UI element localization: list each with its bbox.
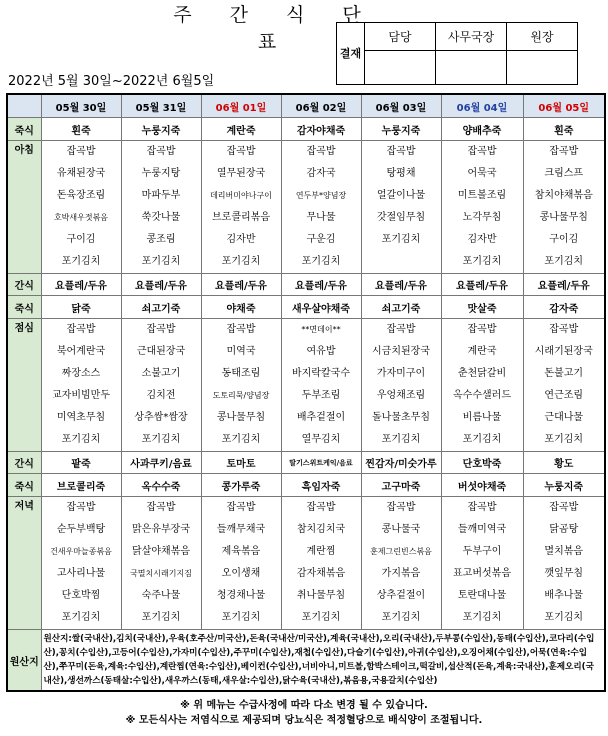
menu-item: 들깨미역국 (457, 524, 507, 535)
menu-item: 포기김치 (141, 256, 181, 267)
lunch-cell (361, 319, 441, 452)
menu-item: 두부조림 (301, 390, 341, 401)
menu-item: 포기김치 (61, 256, 101, 267)
juk-item: 감자야채죽 (281, 118, 361, 141)
notes (0, 698, 608, 728)
menu-item: 잡곡밥 (386, 502, 416, 513)
menu-item: 포기김치 (141, 612, 181, 623)
menu-item: 포기김치 (462, 256, 502, 267)
section-label-lunch: 점심 (7, 319, 41, 452)
approval-sign-head[interactable] (507, 51, 578, 85)
menu-item: 오이생채 (221, 568, 261, 579)
breakfast-cell (361, 141, 441, 274)
menu-item: 호박새우젓볶음 (53, 213, 109, 222)
menu-item: 깻잎무침 (544, 568, 584, 579)
menu-item: 갓절임무침 (376, 212, 426, 223)
menu-item: 포기김치 (544, 256, 584, 267)
breakfast-cell (281, 141, 361, 274)
day-header: 06월 01일 (201, 94, 281, 118)
menu-item: 바지락칼국수 (292, 368, 350, 379)
snack-item: 요플레/두유 (441, 274, 523, 296)
menu-item: 멸치볶음 (544, 546, 584, 557)
day-header: 05월 31일 (121, 94, 201, 118)
menu-item: 잡곡밥 (146, 324, 176, 335)
menu-item: 열무김치 (301, 434, 341, 445)
menu-item: 잡곡밥 (549, 324, 579, 335)
menu-item: 시금치된장국 (372, 346, 430, 357)
juk-item: 맛살죽 (441, 296, 523, 319)
menu-item: 계란찜 (306, 546, 336, 557)
dinner-cell (41, 497, 121, 630)
menu-item: 포기김치 (381, 612, 421, 623)
menu-item: 가지볶음 (381, 568, 421, 579)
menu-item: 김자반 (467, 234, 497, 245)
menu-item: 포기김치 (61, 434, 101, 445)
menu-item: 비름나물 (462, 412, 502, 423)
snack-item: 요플레/두유 (361, 274, 441, 296)
menu-item: 시래기된장국 (534, 346, 593, 357)
snack-item: 황도 (523, 452, 605, 474)
juk-item: 버섯야채죽 (441, 474, 523, 497)
menu-item: 포기김치 (221, 256, 261, 267)
dinner-cell (201, 497, 281, 630)
menu-item: 제육볶음 (221, 546, 261, 557)
weekly-menu-table (6, 93, 606, 692)
dinner-cell (281, 497, 361, 630)
menu-item: 열무된장국 (216, 168, 266, 179)
snack-item: 요플레/두유 (523, 274, 605, 296)
menu-item: 잡곡밥 (146, 146, 176, 157)
menu-item: 브로콜리볶음 (212, 212, 270, 223)
menu-item: 잡곡밥 (66, 502, 96, 513)
dinner-cell (441, 497, 523, 630)
section-label-dinner: 저녁 (7, 497, 41, 630)
lunch-cell (523, 319, 605, 452)
section-label-juk: 죽식 (7, 296, 41, 319)
juk-item: 쇠고기죽 (361, 296, 441, 319)
menu-item: 건새우마늘종볶음 (50, 547, 112, 556)
juk-item: 고구마죽 (361, 474, 441, 497)
menu-item: 돈육장조림 (56, 190, 106, 201)
menu-item: 표고버섯볶음 (453, 568, 511, 579)
menu-item: 잡곡밥 (306, 502, 336, 513)
menu-item: 쑥갓나물 (141, 212, 181, 223)
menu-item: 잡곡밥 (226, 502, 256, 513)
menu-item: 소불고기 (141, 368, 181, 379)
snack-item: 요플레/두유 (201, 274, 281, 296)
menu-item: 포기김치 (381, 234, 421, 245)
menu-item: 교자비빔만두 (52, 390, 110, 401)
snack-item: 찐감자/미숫가루 (361, 452, 441, 474)
snack-item: 요플레/두유 (41, 274, 121, 296)
menu-item: 맑은유부장국 (132, 524, 190, 535)
menu-item: 순두부백탕 (56, 524, 106, 535)
juk-item: 콩가루죽 (201, 474, 281, 497)
breakfast-cell (441, 141, 523, 274)
menu-item: 국멸치시래기지짐 (130, 569, 192, 578)
menu-item: 여유밥 (306, 346, 336, 357)
menu-item: 잡곡밥 (467, 146, 497, 157)
menu-item: 짜장소스 (61, 368, 101, 379)
breakfast-cell (201, 141, 281, 274)
menu-item: 어묵국 (467, 168, 497, 179)
snack-item: 단호박죽 (441, 452, 523, 474)
menu-item: 구운김 (306, 234, 336, 245)
section-label-snack: 간식 (7, 274, 41, 296)
section-label-breakfast: 아침 (7, 141, 41, 274)
menu-item: 콩나물무침 (539, 212, 588, 223)
juk-item: 닭죽 (41, 296, 121, 319)
approval-col-head: 원장 (507, 23, 578, 51)
note-line: ※ 위 메뉴는 수급사정에 따라 다소 변경 될 수 있습니다. (180, 700, 428, 711)
menu-item: 근대된장국 (136, 346, 186, 357)
menu-item: 상추쌈*쌈장 (134, 412, 188, 423)
menu-item: 포기김치 (221, 612, 261, 623)
juk-item: 옥수수죽 (121, 474, 201, 497)
menu-item: 들깨무채국 (216, 524, 266, 535)
lunch-cell (441, 319, 523, 452)
juk-item: 쇠고기죽 (121, 296, 201, 319)
header-corner (7, 94, 41, 118)
menu-item: 단호박찜 (61, 590, 101, 601)
snack-item: 사과쿠키/음료 (121, 452, 201, 474)
menu-item: 잡곡밥 (386, 324, 416, 335)
menu-item: 잡곡밥 (66, 146, 96, 157)
menu-item: 구이김 (66, 234, 96, 245)
menu-item: 미역초무침 (56, 412, 106, 423)
juk-item: 누룽지죽 (361, 118, 441, 141)
approval-col-director: 사무국장 (436, 23, 507, 51)
dinner-cell (523, 497, 605, 630)
approval-box (336, 22, 578, 85)
approval-label: 결재 (337, 23, 365, 85)
dinner-cell (121, 497, 201, 630)
menu-item: 도토리묵/양념장 (212, 391, 270, 400)
juk-item: 계란죽 (201, 118, 281, 141)
section-label-snack: 간식 (7, 452, 41, 474)
approval-sign-director[interactable] (436, 51, 507, 85)
menu-item: 크림스프 (544, 168, 584, 179)
juk-item: 흑임자죽 (281, 474, 361, 497)
menu-item: 데리버미야나구이 (210, 191, 272, 200)
menu-item: 잡곡밥 (306, 146, 336, 157)
menu-item: 우엉채조림 (376, 390, 426, 401)
day-header: 05월 30일 (41, 94, 121, 118)
menu-item: 돌나물초무침 (372, 412, 430, 423)
menu-item: 가자미구이 (376, 368, 426, 379)
menu-item: 잡곡밥 (467, 324, 497, 335)
menu-item: 감자채볶음 (296, 568, 346, 579)
menu-item: 포기김치 (141, 434, 181, 445)
menu-item: 포기김치 (462, 434, 502, 445)
lunch-cell (201, 319, 281, 452)
section-label-juk: 죽식 (7, 474, 41, 497)
snack-item: 딸기스위트케익/음료 (281, 452, 361, 474)
menu-item: 연두부*양념장 (295, 191, 347, 200)
menu-item: 숙주나물 (141, 590, 181, 601)
menu-item: 닭살야채볶음 (132, 546, 190, 557)
menu-item: 포기김치 (381, 434, 421, 445)
approval-sign-staff[interactable] (365, 51, 436, 85)
menu-item: 청경채나물 (216, 590, 266, 601)
menu-item: 취나물무침 (296, 590, 346, 601)
menu-item: 포기김치 (301, 256, 341, 267)
menu-item: 노각무침 (462, 212, 502, 223)
menu-item: 탕평채 (386, 168, 416, 179)
menu-item: 구이김 (549, 234, 579, 245)
breakfast-cell (41, 141, 121, 274)
date-range: 2022년 5월 30일~2022년 6월5일 (8, 74, 215, 89)
menu-item: 미트볼조림 (457, 190, 507, 201)
menu-item: 돈불고기 (544, 368, 584, 379)
menu-item: 미역국 (226, 346, 256, 357)
menu-item: 참치김치국 (296, 524, 346, 535)
lunch-cell (281, 319, 361, 452)
menu-item: 포기김치 (544, 434, 584, 445)
day-header: 06월 05일 (523, 94, 605, 118)
menu-item: 콩나물무침 (216, 412, 266, 423)
menu-item: 유채된장국 (56, 168, 106, 179)
juk-item: 브로콜리죽 (41, 474, 121, 497)
menu-item: 무나물 (306, 212, 336, 223)
approval-col-staff: 담당 (365, 23, 436, 51)
juk-item: 누룽지죽 (121, 118, 201, 141)
menu-item: 계란국 (467, 346, 497, 357)
menu-item: 포기김치 (544, 612, 584, 623)
menu-item: 근대나물 (544, 412, 584, 423)
menu-item: 잡곡밥 (226, 146, 256, 157)
section-label-juk: 죽식 (7, 118, 41, 141)
menu-item: 김자반 (226, 234, 256, 245)
menu-item: 북어계란국 (56, 346, 106, 357)
menu-item: 동태조림 (221, 368, 261, 379)
menu-item: 콩나물국 (381, 524, 421, 535)
juk-item: 야채죽 (201, 296, 281, 319)
menu-item: 잡곡밥 (467, 502, 497, 513)
day-header: 06월 04일 (441, 94, 523, 118)
menu-item: 훈제그린빈스볶음 (370, 547, 432, 556)
menu-item: 잡곡밥 (549, 502, 579, 513)
menu-item: 잡곡밥 (146, 502, 176, 513)
menu-item: 옥수수샐러드 (453, 390, 511, 401)
menu-item: 포기김치 (301, 612, 341, 623)
dinner-cell (361, 497, 441, 630)
menu-item: 상추겉절이 (376, 590, 426, 601)
menu-item (362, 251, 441, 273)
juk-item: 흰죽 (523, 118, 605, 141)
menu-item: 잡곡밥 (549, 146, 579, 157)
juk-item: 새우살야채죽 (281, 296, 361, 319)
menu-item: 콩조림 (146, 234, 176, 245)
menu-item: 춘천닭갈비 (457, 368, 507, 379)
menu-item: 잡곡밥 (66, 324, 96, 335)
breakfast-cell (523, 141, 605, 274)
menu-item: 잡곡밥 (386, 146, 416, 157)
snack-item: 토마토 (201, 452, 281, 474)
menu-item: 잡곡밥 (226, 324, 256, 335)
section-label-origin: 원산지 (7, 630, 41, 692)
menu-item: 김치전 (146, 390, 176, 401)
menu-item: 닭곰탕 (549, 524, 579, 535)
note-line: ※ 모든식사는 저염식으로 제공되며 당뇨식은 적정혈당으로 배식양이 조절됩니다. (125, 715, 483, 726)
snack-item: 요플레/두유 (121, 274, 201, 296)
snack-item: 요플레/두유 (281, 274, 361, 296)
menu-item: 누룽지탕 (141, 168, 181, 179)
day-header: 06월 03일 (361, 94, 441, 118)
juk-item: 감자죽 (523, 296, 605, 319)
menu-item: 마파두부 (141, 190, 181, 201)
menu-item: 참치야채볶음 (534, 190, 593, 201)
menu-item: 포기김치 (61, 612, 101, 623)
menu-item: 얼갈이나물 (376, 190, 426, 201)
day-header: 06월 02일 (281, 94, 361, 118)
menu-item: 토란대나물 (457, 590, 507, 601)
menu-item: 배추겉절이 (296, 412, 346, 423)
juk-item: 양배추죽 (441, 118, 523, 141)
page-title: 주 간 식 단 표 (173, 4, 377, 53)
menu-item: 감자국 (306, 168, 336, 179)
menu-item: **면데이** (301, 325, 341, 334)
lunch-cell (41, 319, 121, 452)
menu-item: 포기김치 (221, 434, 261, 445)
menu-item: 두부구이 (462, 546, 502, 557)
breakfast-cell (121, 141, 201, 274)
juk-item: 누룽지죽 (523, 474, 605, 497)
menu-item: 배추나물 (544, 590, 584, 601)
menu-item: 고사리나물 (56, 568, 106, 579)
menu-item: 포기김치 (462, 612, 502, 623)
origin-text: 원산지:쌀(국내산),김치(국내산),우육(호주산/미국산),돈육(국내산/미국산),계육(국내산),오리(국내산),두부콩(수입산),동태(수입산),코다리(수입산),꽁치(수입산),고등어(수입산),가자미(수입산),주꾸미(수입산),재첩(수입산),다슬기(수입산),아귀(수입산),오징어채(수입산),어묵(연육:수입산),쭈꾸미(돈육,계육:수입산),계란찜(연육:수입산),베이컨(수입산),너비아니,미트볼,함박스테이크,떡갈비,섭산적(돈육,계육:국내산),훈제오리(국내산),생선까스(동태살:수입산),새우까스(동태,새우살:수입산),닭수육(국내산),볶음용,국용갈치(수입산) (41, 630, 605, 692)
juk-item: 흰죽 (41, 118, 121, 141)
menu-item: 연근조림 (544, 390, 584, 401)
snack-item: 팥죽 (41, 452, 121, 474)
lunch-cell (121, 319, 201, 452)
